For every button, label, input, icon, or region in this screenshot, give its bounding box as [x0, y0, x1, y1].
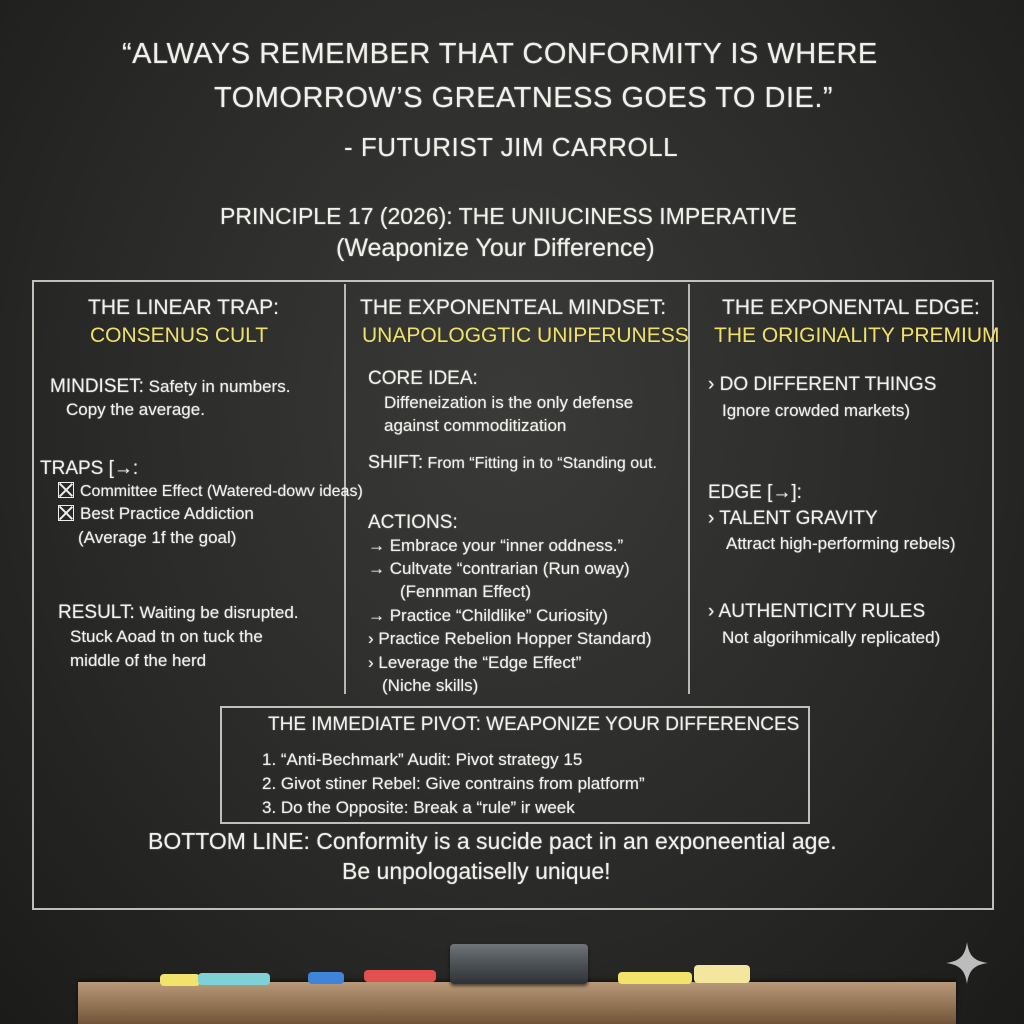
core-text-1: Diffeneization is the only defense	[384, 393, 634, 412]
trap-2-note: (Average 1f the goal)	[78, 528, 237, 547]
action-1: → Embrace your “inner oddness.”	[368, 536, 624, 555]
checkbox-x-icon	[58, 482, 74, 498]
chalk-red-stick[interactable]	[364, 970, 436, 982]
action-3: → Practice “Childlike” Curiosity)	[368, 606, 608, 625]
action-5-note: (Niche skills)	[382, 676, 479, 695]
right-item-1-note: Ignore crowded markets)	[722, 401, 911, 420]
middle-title: THE EXPONENTEAL MINDSET:	[360, 296, 667, 319]
sparkle-icon	[944, 940, 990, 986]
shift-label: SHIFT:	[368, 452, 424, 472]
principle-title: PRINCIPLE 17 (2026): THE UNIUCINESS IMPERATIVE	[220, 203, 797, 229]
result-text-2: Stuck Aoad tn on tuck the	[70, 627, 263, 646]
pivot-title: THE IMMEDIATE PIVOT: WEAPONIZE YOUR DIFFERENCES	[268, 714, 800, 735]
quote-line-1: “ALWAYS REMEMBER THAT CONFORMITY IS WHERE	[122, 38, 878, 70]
shift-text: From “Fitting in to “Standing out.	[423, 455, 657, 472]
edge-label: EDGE [→]:	[708, 482, 802, 503]
left-subtitle: CONSENUS CULT	[90, 324, 269, 347]
right-item-1: › DO DIFFERENT THINGS	[708, 374, 937, 395]
mindset-text-2: Copy the average.	[66, 400, 205, 419]
mindset-label: MINDISET:	[50, 376, 144, 397]
principle-subtitle: (Weaponize Your Difference)	[336, 234, 655, 262]
trap-1-text: Committee Effect (Watered-dowv ideas)	[80, 483, 363, 500]
bottom-line-1: BOTTOM LINE: Conformity is a sucide pact in an exponeential age.	[148, 828, 837, 854]
right-item-3-note: Not algorihmically replicated)	[722, 628, 941, 647]
action-5: › Leverage the “Edge Effect”	[368, 653, 582, 672]
mindset-text: Safety in numbers.	[143, 377, 291, 396]
quote-author: - FUTURIST JIM CARROLL	[344, 132, 679, 162]
trap-2	[58, 504, 254, 524]
core-label: CORE IDEA:	[368, 368, 478, 389]
actions-label: ACTIONS:	[368, 512, 458, 533]
chalk-yellow-stick[interactable]	[160, 974, 200, 986]
left-title: THE LINEAR TRAP:	[88, 296, 279, 319]
right-item-2: › TALENT GRAVITY	[708, 508, 878, 529]
core-text-2: against commoditization	[384, 416, 567, 435]
chalk-ledge	[78, 982, 956, 1024]
middle-shift	[368, 452, 657, 473]
action-2-note: (Fennman Effect)	[400, 582, 532, 601]
chalk-cyan-stick[interactable]	[198, 973, 270, 985]
action-2: → Cultvate “contrarian (Run oway)	[368, 559, 630, 578]
result-label: RESULT:	[58, 602, 135, 623]
left-result	[58, 602, 299, 624]
chalk-blue-stick[interactable]	[308, 972, 344, 984]
trap-2-text: Best Practice Addiction	[80, 504, 254, 523]
middle-subtitle: UNAPOLOGGTIC UNIPERUNESS	[362, 324, 689, 347]
right-title: THE EXPONENTAL EDGE:	[722, 296, 980, 319]
eraser[interactable]	[450, 944, 588, 984]
action-4: › Practice Rebelion Hopper Standard)	[368, 629, 652, 648]
left-mindset	[50, 376, 290, 398]
quote-line-2: TOMORROW’S GREATNESS GOES TO DIE.”	[214, 82, 834, 114]
trap-1	[58, 482, 363, 501]
chalk-yellow-stick-2[interactable]	[618, 972, 692, 984]
result-text-3: middle of the herd	[70, 651, 207, 670]
pivot-step-2: 2. Givot stiner Rebel: Give contrains from platform”	[262, 774, 645, 793]
result-text: Waiting be disrupted.	[134, 603, 299, 622]
right-subtitle: THE ORIGINALITY PREMIUM	[714, 324, 1000, 347]
pivot-step-1: 1. “Anti-Bechmark” Audit: Pivot strategy 15	[262, 750, 583, 769]
checkbox-x-icon	[58, 505, 74, 521]
right-item-2-note: Attract high-performing rebels)	[726, 534, 956, 553]
chalk-cream-stick[interactable]	[694, 965, 750, 983]
bottom-line-2: Be unpologatiselly unique!	[342, 858, 611, 884]
pivot-step-3: 3. Do the Opposite: Break a “rule” ir week	[262, 798, 575, 817]
traps-label: TRAPS [→:	[40, 458, 139, 479]
right-item-3: › AUTHENTICITY RULES	[708, 601, 926, 622]
